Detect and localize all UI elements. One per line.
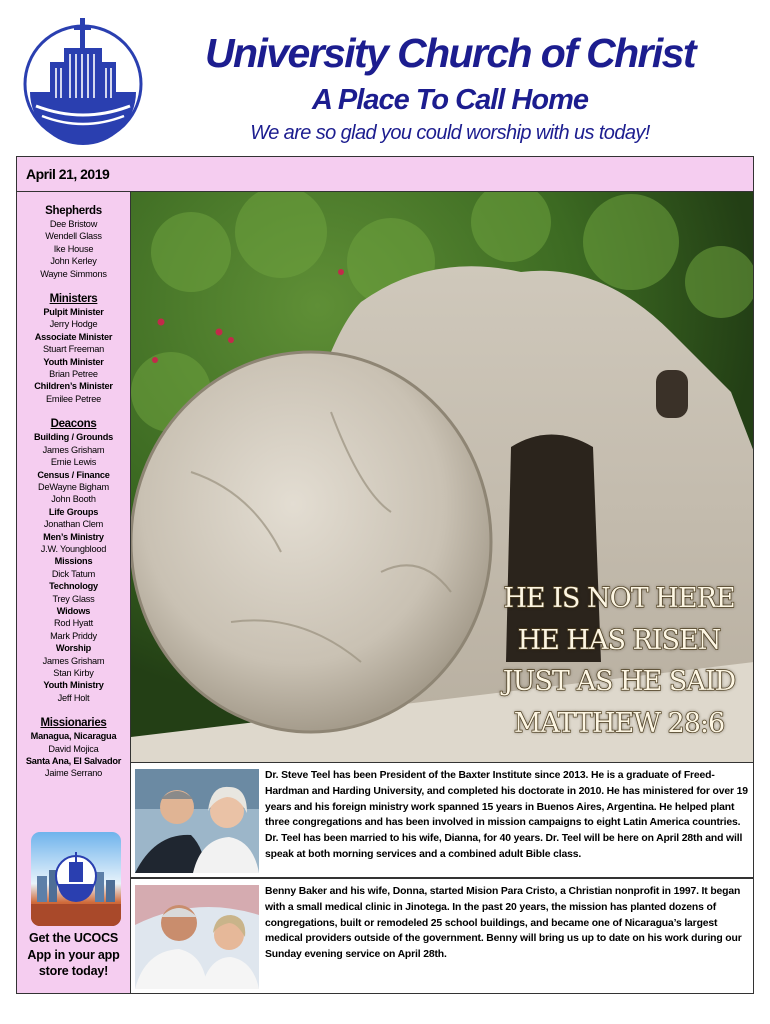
minister-name: Brian Petree [49,369,98,380]
app-promo-line: App in your app [27,947,120,962]
shepherds-heading: Shepherds [45,205,102,217]
speaker-bio-teel [131,762,754,878]
shepherds-section [17,204,130,780]
deacon-role: Technology [49,581,98,592]
deacon-role: Worship [55,643,92,654]
minister-role: Children’s Minister [34,381,113,392]
bio-text: Dr. Steve Teel has been President of the Baxter Institute since 2013. He is a graduate of Freed-Hardman and Harding University, and completed his doctorate in 2010. He has ministered for over 19 years and his foreign ministry work spanned 15 years in Buenos Aires, Argentina. He helped plant three congregations and has been involved in mission campaigns to eight Latin America countries. Dr. Teel has been married to his wife, Dianna, for 40 years. Dr. Teel will be here on April 28th and will speak at both morning services and a combined adult Bible class. [265,770,748,860]
mission-location: Santa Ana, El Salvador [25,756,122,767]
church-app-icon[interactable] [31,832,121,926]
deacon-name: Ernie Lewis [50,457,97,468]
minister-name: Emilee Petree [45,393,102,404]
empty-tomb-image [131,192,754,762]
minister-role: Associate Minister [34,331,113,342]
deacon-name: Trey Glass [52,593,95,604]
deacon-role: Life Groups [48,506,99,517]
deacon-name: Jonathan Clem [43,519,104,530]
teel-couple-photo [135,769,259,873]
hero-line: MATTHEW 28:6 [513,707,725,739]
baker-couple-photo [135,885,259,989]
church-title: University Church of Christ [205,30,695,76]
app-promo-line: store today! [38,964,109,978]
deacon-role: Census / Finance [37,469,110,480]
deacon-name: Jeff Holt [57,692,90,703]
hero-line: HE HAS RISEN [517,624,721,656]
shepherd-name: John Kerley [50,256,97,267]
hero-scripture [488,578,750,744]
deacon-name: Dick Tatum [51,568,96,579]
deacon-name: Rod Hyatt [53,618,94,629]
speaker-bio-baker [131,878,754,994]
missionaries-heading: Missionaries [40,717,107,730]
missionary-name: Jaime Serrano [44,768,103,779]
minister-name: Stuart Freeman [42,344,105,355]
hero-line: JUST AS HE SAID [502,666,736,697]
deacon-name: James Grisham [42,655,105,666]
deacon-name: Stan Kirby [53,668,94,678]
deacon-role: Widows [56,605,91,616]
minister-role: Youth Minister [43,356,104,367]
deacon-role: Missions [54,556,93,567]
missionary-name: David Mojica [48,743,99,754]
deacon-name: Mark Priddy [50,630,97,641]
deacon-role: Men’s Ministry [43,531,104,542]
shepherd-name: Wayne Simmons [40,268,107,279]
deacon-role: Building / Grounds [33,432,114,443]
welcome-tagline: We are so glad you could worship with us today! [250,122,650,144]
church-subtitle: A Place To Call Home [312,84,588,116]
hero-line: HE IS NOT HERE [503,583,735,614]
ministers-heading: Ministers [49,293,98,306]
mission-location: Managua, Nicaragua [30,731,117,742]
deacon-name: J.W. Youngblood [40,543,107,554]
deacon-name: DeWayne Bigham [38,481,109,492]
shepherd-name: Ike House [53,243,94,254]
app-promo-text [17,930,130,980]
date-bar [16,156,754,192]
shepherd-name: Wendell Glass [45,231,102,242]
staff-sidebar [16,192,131,994]
app-promo-line: Get the UCOCS [28,931,119,945]
church-logo [20,14,146,146]
deacon-name: James Grisham [42,444,105,455]
deacon-role: Youth Ministry [43,680,104,691]
minister-role: Pulpit Minister [43,307,104,318]
bio-text: Benny Baker and his wife, Donna, started Mision Para Cristo, a Christian nonprofit in 1997. It began with a small medical clinic in Jinotega. In the past 20 years, the mission has planted dozens of congregations, built or remodeled 25 school buildings, and became one of Nicaragua’s largest medical providers outside of the government. Benny will bring us up to date on his work during our Sunday evening service on April 28th. [265,886,742,961]
shepherd-name: Dee Bristow [49,219,98,229]
deacons-heading: Deacons [50,418,97,431]
deacon-name: John Booth [51,494,96,505]
bulletin-date: April 21, 2019 [26,166,110,182]
minister-name: Jerry Hodge [49,319,98,330]
